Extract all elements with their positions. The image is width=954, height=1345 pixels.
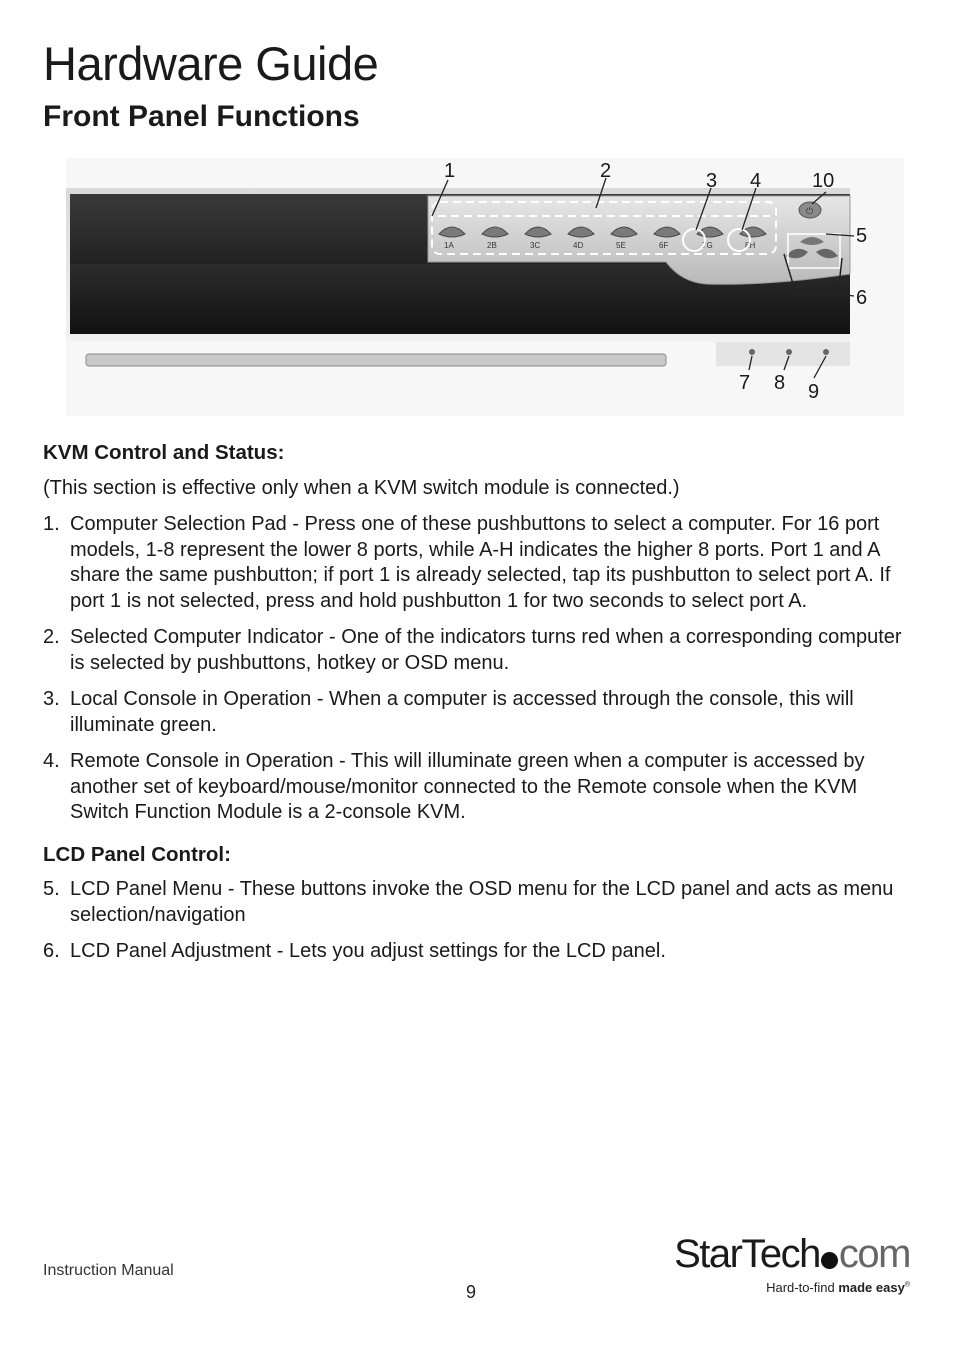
pushbutton-label: 8H — [745, 241, 756, 250]
item-number: 2. — [43, 626, 60, 648]
pushbutton-label: 5E — [616, 241, 626, 250]
item-text: LCD Panel Menu - These buttons invoke the OSD menu for the LCD panel and acts as menu selection/navigation — [70, 878, 894, 926]
callout-5: 5 — [856, 225, 868, 247]
logo-dot-icon — [821, 1252, 838, 1269]
logo-main-text: StarTech — [674, 1232, 820, 1276]
page-title: Hardware Guide — [43, 37, 379, 90]
status-led-7 — [749, 349, 755, 355]
callout-10: 10 — [812, 170, 835, 192]
item-number: 3. — [43, 688, 60, 710]
footer-doc-type: Instruction Manual — [43, 1262, 174, 1279]
callout-1: 1 — [444, 160, 456, 182]
pushbutton-label: 6F — [659, 241, 669, 250]
drawer-slot — [86, 354, 666, 366]
kvm-intro: (This section is effective only when a KVM switch module is connected.) — [43, 476, 680, 499]
pushbutton-label: 1A — [444, 241, 454, 250]
list-item — [43, 749, 915, 826]
item-text: Computer Selection Pad - Press one of these pushbuttons to select a computer. For 16 port models, 1-8 represent the lower 8 ports, while A-H indicates the higher 8 ports. Port 1 and A share the same pushbutton; if port 1 is already selected, tap its pushbutton to select port A. If port 1 is not selected, press and hold pushbutton 1 for two seconds to select port A. — [70, 513, 891, 612]
list-item — [43, 512, 915, 614]
pushbutton-label: 2B — [487, 241, 497, 250]
callout-9: 9 — [808, 381, 820, 403]
tagline-bold: made easy — [838, 1280, 905, 1295]
startech-logo — [670, 1232, 910, 1295]
callout-7: 7 — [739, 372, 751, 394]
kvm-heading: KVM Control and Status: — [43, 441, 285, 464]
pushbutton-label: 3C — [530, 241, 541, 250]
front-panel-photo — [66, 158, 904, 416]
main-content — [43, 440, 915, 976]
logo-tagline — [670, 1280, 910, 1295]
front-panel-figure — [66, 158, 904, 416]
status-led-8 — [786, 349, 792, 355]
section-title: Front Panel Functions — [43, 100, 360, 133]
pushbutton-label: 7G — [702, 241, 713, 250]
list-item — [43, 939, 915, 965]
logo-suffix-text: com — [838, 1232, 910, 1276]
callout-6: 6 — [856, 287, 868, 309]
power-icon: ⏻ — [806, 206, 814, 216]
callout-3: 3 — [706, 170, 718, 192]
item-text: LCD Panel Adjustment - Lets you adjust settings for the LCD panel. — [70, 940, 666, 962]
lcd-list — [43, 877, 915, 965]
list-item — [43, 687, 915, 738]
callout-2: 2 — [600, 160, 612, 182]
kvm-list — [43, 512, 915, 826]
tagline-mark: ® — [904, 1281, 910, 1289]
pushbutton-label: 4D — [573, 241, 584, 250]
item-number: 4. — [43, 750, 60, 772]
callout-4: 4 — [750, 170, 762, 192]
callout-8: 8 — [774, 372, 786, 394]
list-item — [43, 877, 915, 928]
item-number: 6. — [43, 940, 60, 962]
item-number: 5. — [43, 878, 60, 900]
item-text: Selected Computer Indicator - One of the indicators turns red when a corresponding computer is selected by pushbuttons, hotkey or OSD menu. — [70, 626, 902, 674]
status-led-9 — [823, 349, 829, 355]
lcd-heading: LCD Panel Control: — [43, 842, 231, 866]
item-text: Remote Console in Operation - This will illuminate green when a computer is accessed by another set of keyboard/mouse/monitor connected to the Remote console when the KVM Switch Function Module is a 2-console KVM. — [70, 750, 865, 823]
item-text: Local Console in Operation - When a computer is accessed through the console, this will illuminate green. — [70, 688, 854, 736]
tagline-normal: Hard-to-find — [766, 1280, 839, 1295]
led-strip — [716, 342, 850, 366]
list-item — [43, 625, 915, 676]
item-number: 1. — [43, 513, 60, 535]
page-number: 9 — [466, 1282, 477, 1302]
